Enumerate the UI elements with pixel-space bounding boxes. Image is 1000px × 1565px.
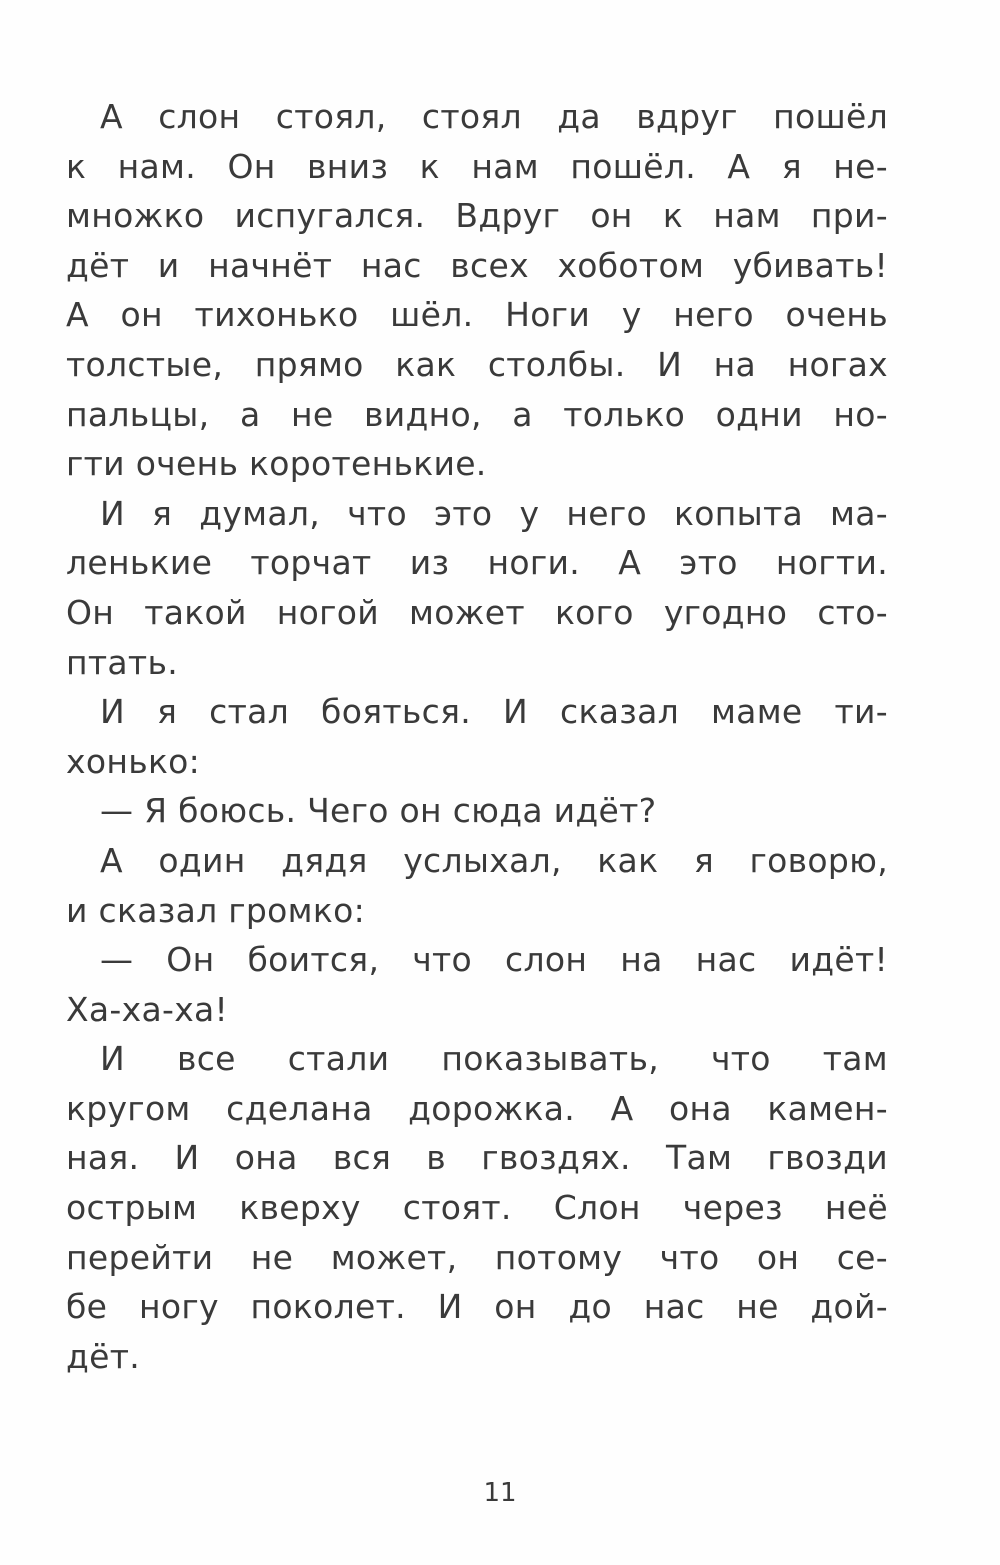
text-line: перейти не может, потому что он се- <box>66 1237 888 1277</box>
text-line: гти очень коротенькие. <box>66 444 487 484</box>
text-line: множко испугался. Вдруг он к нам при- <box>66 196 888 236</box>
paragraph <box>66 786 888 836</box>
text-line: Ха-ха-ха! <box>66 989 229 1029</box>
paragraph <box>66 687 888 786</box>
text-line: — Я боюсь. Чего он сюда идёт? <box>100 791 657 831</box>
text-line: к нам. Он вниз к нам пошёл. А я не- <box>66 146 888 186</box>
text-line: дёт и начнёт нас всех хоботом убивать! <box>66 245 888 285</box>
text-line: и сказал громко: <box>66 890 365 930</box>
page-number: 11 <box>483 1478 517 1508</box>
text-line: А слон стоял, стоял да вдруг пошёл <box>100 97 888 136</box>
text-line: — Он боится, что слон на нас идёт! <box>100 940 888 980</box>
text-line: А он тихонько шёл. Ноги у него очень <box>66 295 888 335</box>
text-line: ленькие торчат из ноги. А это ногти. <box>66 543 888 583</box>
text-line: Он такой ногой может кого угодно сто- <box>66 592 888 632</box>
paragraph <box>66 1034 888 1381</box>
text-line: А один дядя услыхал, как я говорю, <box>100 840 888 880</box>
text-line: И все стали показывать, что там <box>100 1039 888 1079</box>
text-line: бе ногу поколет. И он до нас не дой- <box>66 1287 888 1327</box>
text-line: толстые, прямо как столбы. И на ногах <box>66 344 888 384</box>
text-line: пальцы, а не видно, а только одни но- <box>66 394 888 434</box>
body-text <box>66 92 888 1381</box>
text-line: хонько: <box>66 741 201 781</box>
text-line: ная. И она вся в гвоздях. Там гвозди <box>66 1138 888 1178</box>
text-line: дёт. <box>66 1336 141 1376</box>
paragraph <box>66 489 888 687</box>
text-line: И я стал бояться. И сказал маме ти- <box>100 692 888 732</box>
paragraph <box>66 836 888 935</box>
paragraph <box>66 92 888 489</box>
text-line: острым кверху стоят. Слон через неё <box>66 1188 888 1228</box>
text-line: И я думал, что это у него копыта ма- <box>100 493 888 533</box>
text-line: птать. <box>66 642 178 682</box>
paragraph <box>66 935 888 1034</box>
text-line: кругом сделана дорожка. А она камен- <box>66 1088 888 1128</box>
